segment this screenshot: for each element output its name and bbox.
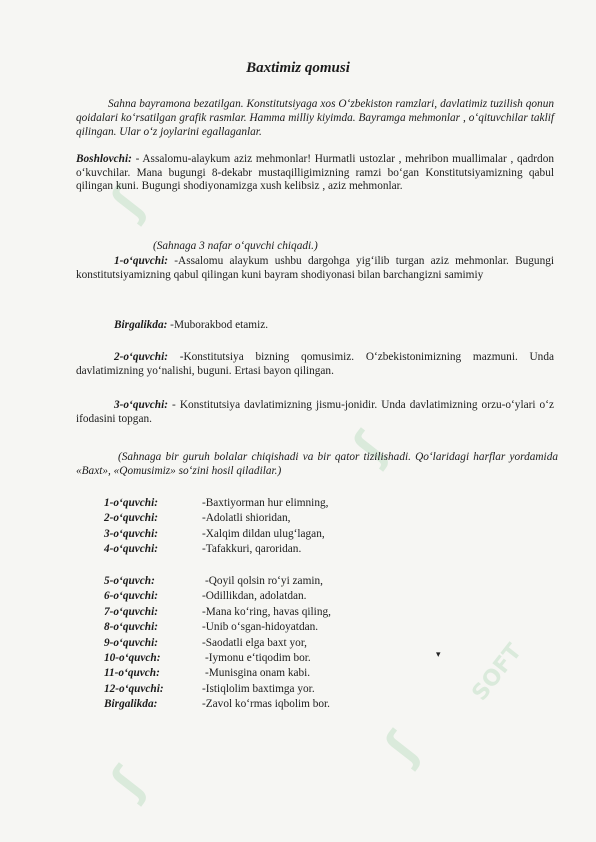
reader-2-text: -Konstitutsiya bizning qomusimiz. O‘zbekistonimizning mazmuni. Unda davlatimizning yo‘nalishi, buguni. Ertasi bayon qilingan. [76, 351, 554, 378]
poem-text: -Baxtiyorman hur elimning, [202, 497, 329, 509]
poem-line [104, 605, 404, 620]
together-1-speaker: Birgalikda: [114, 319, 168, 331]
poem-speaker: 6-o‘quvchi: [104, 590, 158, 603]
poem-speaker: 5-o‘quvch: [104, 575, 155, 587]
host-speaker: Boshlovchi: [76, 153, 132, 165]
host-speech [76, 153, 554, 194]
poem-speaker: 7-o‘quvchi: [104, 605, 158, 618]
poem-text: -Istiqlolim baxtimga yor. [202, 682, 315, 695]
poem-line [104, 620, 404, 635]
host-text: - Assalomu-alaykum aziz mehmonlar! Hurmatli ustozlar , mehribon muallimalar , qadrdon o‘kuvchilar. Mana bugungi 8-dekabr mustaqilligimizning ramzi bo‘gan Konstitutsiyamizning qabul qilingan kuni. Bugungi shodiyonamizga xush kelibsiz , aziz mehmonlar. [76, 153, 554, 193]
watermark: ʃ [100, 757, 155, 807]
reader-3-text: - Konstitutsiya davlatimizning jismu-jonidir. Unda davlatimizning orzu-o‘ylari o‘z ifodasini topgan. [76, 399, 554, 426]
watermark: ʃ [342, 422, 397, 472]
poem-line [104, 542, 404, 557]
poem-line [104, 511, 404, 526]
watermark: ʃ [100, 177, 155, 227]
poem-speaker: 1-o‘quvchi: [104, 497, 158, 509]
poem-speaker: 3-o‘quvchi: [104, 527, 158, 540]
reader-3-speaker: 3-o‘quvchi: [114, 399, 168, 411]
stage-direction-1-text: (Sahnaga 3 nafar o‘quvchi chiqadi.) [153, 240, 318, 252]
poem-text: -Zavol ko‘rmas iqbolim bor. [202, 698, 331, 711]
reader-3-speech [76, 398, 554, 426]
poem-text: -Saodatli elga baxt yor, [202, 636, 307, 649]
poem-speaker: 9-o‘quvchi: [104, 636, 158, 649]
page-title: Baxtimiz qomusi [246, 60, 350, 76]
reader-1-speaker: 1-o‘quvchi: [114, 255, 168, 267]
poem-part-2 [104, 574, 404, 713]
poem-speaker: 8-o‘quvchi: [104, 621, 158, 634]
poem-text: -Qoyil qolsin ro‘yi zamin, [205, 575, 323, 587]
reader-1-text: -Assalomu alaykum ushbu dargohga yig‘ilib turgan aziz mehmonlar. Bugungi konstitutsiyamizning qabul qilingan kuni bayram shodiyonasi bilan barchangizni samimiy [76, 255, 554, 282]
reader-2-speaker: 2-o‘quvchi: [114, 351, 168, 363]
poem-line [104, 651, 404, 666]
reader-1-speech [76, 254, 554, 282]
poem-text: -Iymonu e‘tiqodim bor. [205, 651, 311, 664]
together-1-speech [114, 318, 554, 332]
poem-text: -Xalqim dildan ulug‘lagan, [202, 527, 325, 540]
poem-line [104, 589, 404, 604]
poem-speaker: Birgalikda: [104, 698, 158, 711]
poem-line [104, 496, 404, 511]
intro-paragraph [76, 97, 554, 140]
stray-mark: ▾ [436, 649, 441, 659]
stage-direction-2-text: (Sahnaga bir guruh bolalar chiqishadi va bir qator tizilishadi. Qo‘laridagi harflar yordamida «Baxt», «Qomusimiz» so‘zini hosil qiladilar.) [76, 451, 558, 478]
intro-text: Sahna bayramona bezatilgan. Konstitutsiyaga xos O‘zbekiston ramzlari, davlatimiz tuzilish qonun qoidalari ko‘rsatilgan grafik rasmlar. Hamma milliy kiyimda. Bayramga mehmonlar , o‘qituvchilar taklif qilingan. Ular o‘z joylarini egallaganlar. [76, 98, 554, 139]
poem-text: -Unib o‘sgan-hidoyatdan. [202, 621, 319, 634]
poem-line [104, 527, 404, 542]
poem-line [104, 697, 404, 712]
poem-text: -Munisgina onam kabi. [205, 667, 311, 680]
poem-speaker: 4-o‘quvchi: [104, 543, 158, 556]
stage-direction-1 [153, 239, 533, 253]
poem-line [104, 574, 404, 589]
watermark: ʃ [374, 722, 429, 772]
poem-part-1 [104, 496, 404, 558]
poem-speaker: 12-o‘quvchi: [104, 682, 164, 695]
poem-text: -Adolatli shioridan, [202, 512, 291, 525]
poem-text: -Tafakkuri, qaroridan. [202, 543, 302, 556]
watermark-text: SOFT [467, 639, 528, 706]
poem-text: -Mana ko‘ring, havas qiling, [202, 605, 331, 618]
poem-speaker: 10-o‘quvch: [104, 651, 161, 664]
poem-line [104, 636, 404, 651]
together-1-text: -Muborakbod etamiz. [167, 319, 269, 331]
poem-line [104, 666, 404, 681]
poem-speaker: 11-o‘quvch: [104, 667, 160, 680]
stage-direction-2 [76, 450, 558, 478]
reader-2-speech [76, 350, 554, 378]
poem-line [104, 682, 404, 697]
poem-speaker: 2-o‘quvchi: [104, 512, 158, 525]
poem-text: -Odillikdan, adolatdan. [202, 590, 307, 603]
